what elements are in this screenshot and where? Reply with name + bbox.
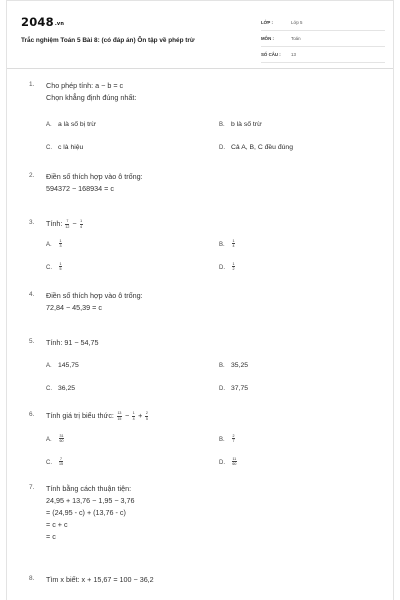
option-text: 35,25 <box>231 362 249 369</box>
question-text: Điền số thích hợp vào ô trống: <box>46 172 143 181</box>
fraction <box>59 434 64 443</box>
question-label: Tính: <box>46 219 63 228</box>
question-text: Tính bằng cách thuận tiện: <box>46 484 132 493</box>
question-text: Điền số thích hợp vào ô trống: <box>46 291 143 300</box>
logo-tld: .vn <box>54 21 65 27</box>
question-number: 7. <box>29 484 35 491</box>
q3-option-a[interactable] <box>46 239 63 248</box>
denominator: 4 <box>232 244 235 249</box>
numerator: 1 <box>232 262 235 266</box>
denominator: 15 <box>59 462 63 467</box>
numerator: 7 <box>66 219 69 224</box>
fraction <box>145 411 148 420</box>
question-text <box>46 219 366 231</box>
q6-option-b[interactable] <box>219 434 236 443</box>
denominator: 3 <box>59 244 62 249</box>
meta-label: LỚP : <box>261 20 273 25</box>
operator: − <box>124 411 130 420</box>
q6-option-a[interactable] <box>46 434 65 443</box>
question-body <box>46 484 366 544</box>
meta-value: Lớp 5 <box>291 20 303 25</box>
option-letter: B. <box>219 436 225 443</box>
q5-option-a[interactable] <box>46 362 79 369</box>
question-text: 72,84 − 45,39 = c <box>46 303 102 312</box>
question-text: Chọn khẳng định đúng nhất: <box>46 93 137 102</box>
question-text: = c + c <box>46 520 68 529</box>
numerator: 1 <box>232 239 235 243</box>
question-body <box>46 81 366 105</box>
option-letter: A. <box>46 122 52 128</box>
numerator: 11 <box>232 457 237 461</box>
fraction <box>232 262 235 271</box>
q3-option-c[interactable] <box>46 262 63 271</box>
q6-option-c[interactable] <box>46 457 64 466</box>
site-logo[interactable] <box>21 15 64 29</box>
fraction <box>232 457 237 466</box>
logo-text: 2048 <box>21 15 54 29</box>
fraction <box>232 239 235 248</box>
numerator: 7 <box>60 457 62 461</box>
q1-option-a[interactable] <box>46 121 96 128</box>
meta-label: SỐ CÂU : <box>261 52 281 57</box>
option-text: 145,75 <box>58 362 79 369</box>
fraction <box>132 411 135 420</box>
question-text: Cho phép tính: a − b = c <box>46 81 124 90</box>
question-number: 6. <box>29 411 35 418</box>
option-text: a là số bị trừ <box>58 121 96 128</box>
q1-option-c[interactable] <box>46 144 83 151</box>
question-body <box>46 172 366 196</box>
question-number: 8. <box>29 575 35 582</box>
question-text: = c <box>46 532 56 541</box>
option-letter: C. <box>46 145 52 151</box>
meta-info <box>261 17 385 65</box>
option-letter: C. <box>46 386 52 392</box>
meta-value: Toán <box>291 36 301 41</box>
worksheet-page <box>6 0 394 600</box>
q1-option-b[interactable] <box>219 121 262 128</box>
q1-option-d[interactable] <box>219 144 293 151</box>
option-letter: B. <box>219 122 225 128</box>
q3-option-b[interactable] <box>219 239 236 248</box>
meta-label: MÔN : <box>261 36 274 41</box>
option-letter: C. <box>46 264 52 271</box>
document-title: Trắc nghiệm Toán 5 Bài 8: (có đáp án) Ôn tập về phép trừ <box>21 37 195 44</box>
denominator: 60 <box>59 439 64 444</box>
operator: − <box>72 219 77 228</box>
question-text: 24,95 + 13,76 − 1,95 − 3,76 <box>46 496 135 505</box>
denominator: 2 <box>232 267 235 272</box>
option-letter: B. <box>219 363 225 369</box>
fraction <box>59 239 62 248</box>
q6-option-d[interactable] <box>219 457 238 466</box>
option-letter: D. <box>219 386 225 392</box>
option-letter: D. <box>219 145 225 151</box>
option-text: 37,75 <box>231 385 249 392</box>
meta-row-subject <box>261 33 385 47</box>
question-number: 3. <box>29 219 35 226</box>
option-text: b là số trừ <box>231 121 262 128</box>
denominator: 5 <box>59 267 62 272</box>
option-letter: A. <box>46 363 52 369</box>
fraction <box>65 219 69 228</box>
question-text <box>46 411 366 423</box>
question-body <box>46 338 366 350</box>
numerator: 1 <box>80 219 83 224</box>
option-text: c là hiệu <box>58 144 84 151</box>
numerator: 31 <box>59 434 64 438</box>
option-letter: C. <box>46 459 52 466</box>
denominator: 60 <box>232 462 237 467</box>
question-text: Tìm x biết: x + 15,67 = 100 − 36,2 <box>46 575 154 584</box>
operator: + <box>138 411 143 420</box>
denominator: 15 <box>117 416 122 421</box>
q3-option-d[interactable] <box>219 262 236 271</box>
fraction <box>117 411 122 420</box>
denominator: 4 <box>132 416 135 421</box>
worksheet-header <box>7 1 393 69</box>
question-body <box>46 291 366 315</box>
denominator: 12 <box>65 224 70 229</box>
question-number: 1. <box>29 81 35 88</box>
question-body <box>46 575 366 587</box>
fraction <box>59 262 62 271</box>
option-letter: B. <box>219 241 225 248</box>
fraction <box>59 457 63 466</box>
question-number: 4. <box>29 291 35 298</box>
q5-option-b[interactable] <box>219 362 248 369</box>
fraction <box>80 219 83 228</box>
question-label: Tính giá trị biểu thức: <box>46 411 114 420</box>
fraction <box>232 434 235 443</box>
meta-row-count <box>261 49 385 63</box>
option-letter: A. <box>46 436 52 443</box>
meta-row-class <box>261 17 385 31</box>
denominator: 5 <box>145 416 148 421</box>
option-letter: A. <box>46 241 52 248</box>
question-text: Tính: 91 − 54,75 <box>46 338 99 347</box>
question-number: 5. <box>29 338 35 345</box>
numerator: 1 <box>132 411 135 416</box>
numerator: 1 <box>59 262 62 266</box>
numerator: 13 <box>117 411 122 416</box>
question-body <box>46 219 366 231</box>
numerator: 2 <box>145 411 148 416</box>
option-letter: D. <box>219 459 225 466</box>
option-letter: D. <box>219 264 225 271</box>
q5-option-d[interactable] <box>219 385 248 392</box>
option-text: 36,25 <box>58 385 76 392</box>
question-text: 594372 − 168934 = c <box>46 184 114 193</box>
numerator: 2 <box>232 434 235 438</box>
option-text: Cả A, B, C đều đúng <box>231 144 293 151</box>
q5-option-c[interactable] <box>46 385 75 392</box>
question-number: 2. <box>29 172 35 179</box>
numerator: 1 <box>59 239 62 243</box>
question-text: = (24,95 - c) + (13,76 - c) <box>46 508 126 517</box>
denominator: 4 <box>80 224 83 229</box>
denominator: 7 <box>232 439 235 444</box>
question-body <box>46 411 366 423</box>
meta-value: 13 <box>291 52 296 57</box>
